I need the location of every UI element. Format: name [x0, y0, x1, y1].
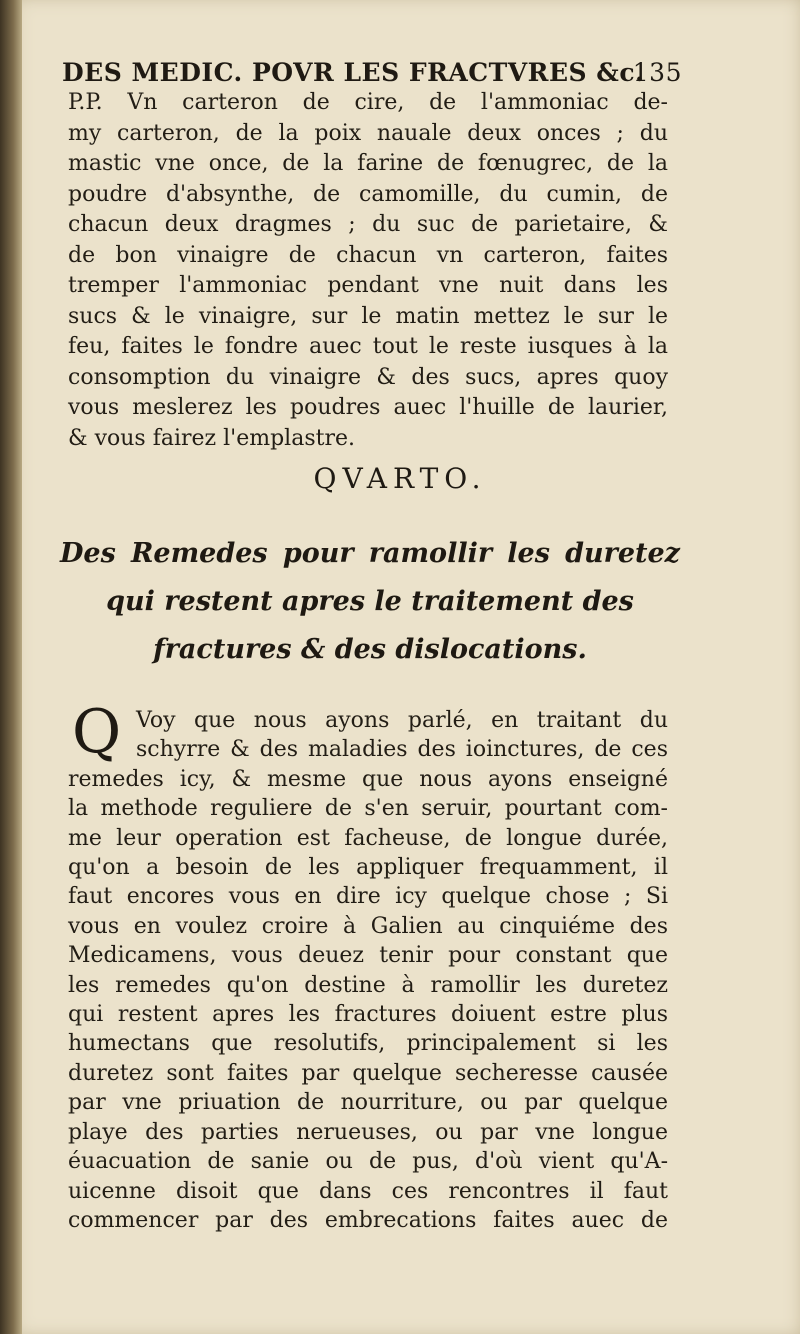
text-line: faut encores vous en dire icy quelque chose ; Si: [68, 884, 668, 910]
text-line: remedes icy, & mesme que nous ayons enseigné: [68, 766, 668, 792]
section-heading: QVARTO.: [313, 462, 487, 495]
text-line: my carteron, de la poix nauale deux onces ; du: [68, 120, 668, 146]
text-line: mastic vne once, de la farine de fœnugrec, de la: [68, 151, 668, 176]
text-line: la methode reguliere de s'en seruir, pourtant com-: [68, 796, 668, 822]
text-line: par vne priuation de nourriture, ou par quelque: [68, 1090, 668, 1116]
text-line: chacun deux dragmes ; du suc de parietaire, &: [68, 212, 668, 237]
text-line: sucs & le vinaigre, sur le matin mettez le sur le: [68, 303, 668, 329]
text-line: feu, faites le fondre auec tout le reste iusques à la: [68, 334, 668, 359]
drop-cap: Q: [72, 697, 122, 767]
text-line: & vous fairez l'emplastre.: [68, 425, 355, 451]
subtitle-line: fractures & des dislocations.: [153, 634, 587, 665]
text-line: me leur operation est facheuse, de longue durée,: [68, 825, 668, 851]
text-line: duretez sont faites par quelque secheresse causée: [68, 1060, 668, 1086]
text-line: vous en voulez croire à Galien au cinquiéme des: [68, 913, 668, 939]
text-line: éuacuation de sanie ou de pus, d'où vient qu'A-: [68, 1149, 668, 1175]
book-gutter: [0, 0, 22, 1334]
text-line: schyrre & des maladies des ioinctures, de ces: [136, 737, 668, 763]
text-line: vous meslerez les poudres auec l'huille de laurier,: [68, 395, 668, 420]
text-line: consomption du vinaigre & des sucs, apres quoy: [68, 364, 668, 390]
running-head-title: DES MEDIC. POVR LES FRACTVRES &c.: [62, 58, 645, 87]
paragraph-recipe: [68, 88, 668, 454]
subtitle-line: Des Remedes pour ramollir les duretez: [60, 538, 680, 569]
text-line: playe des parties nerueuses, ou par vne longue: [68, 1119, 668, 1145]
chapter-subtitle: [60, 530, 680, 674]
text-line: qu'on a besoin de les appliquer frequamment, il: [68, 855, 668, 881]
page-number: 135: [632, 58, 682, 87]
text-line: tremper l'ammoniac pendant vne nuit dans les: [68, 273, 668, 298]
paragraph-body: [68, 706, 668, 1235]
text-line: les remedes qu'on destine à ramollir les duretez: [68, 972, 668, 998]
text-line: qui restent apres les fractures doiuent estre plus: [68, 1002, 668, 1028]
running-head: [62, 58, 682, 87]
text-line: Voy que nous ayons parlé, en traitant du: [136, 708, 668, 733]
subtitle-line: qui restent apres le traitement des: [106, 586, 634, 617]
text-line: de bon vinaigre de chacun vn carteron, faites: [68, 242, 668, 268]
text-line: Medicamens, vous deuez tenir pour constant que: [68, 943, 668, 969]
text-line: commencer par des embrecations faites auec de: [68, 1207, 668, 1233]
text-line: P.P. Vn carteron de cire, de l'ammoniac de-: [68, 90, 668, 115]
text-line: humectans que resolutifs, principalement si les: [68, 1031, 668, 1057]
text-line: poudre d'absynthe, de camomille, du cumin, de: [68, 181, 668, 207]
text-line: uicenne disoit que dans ces rencontres il faut: [68, 1178, 668, 1204]
